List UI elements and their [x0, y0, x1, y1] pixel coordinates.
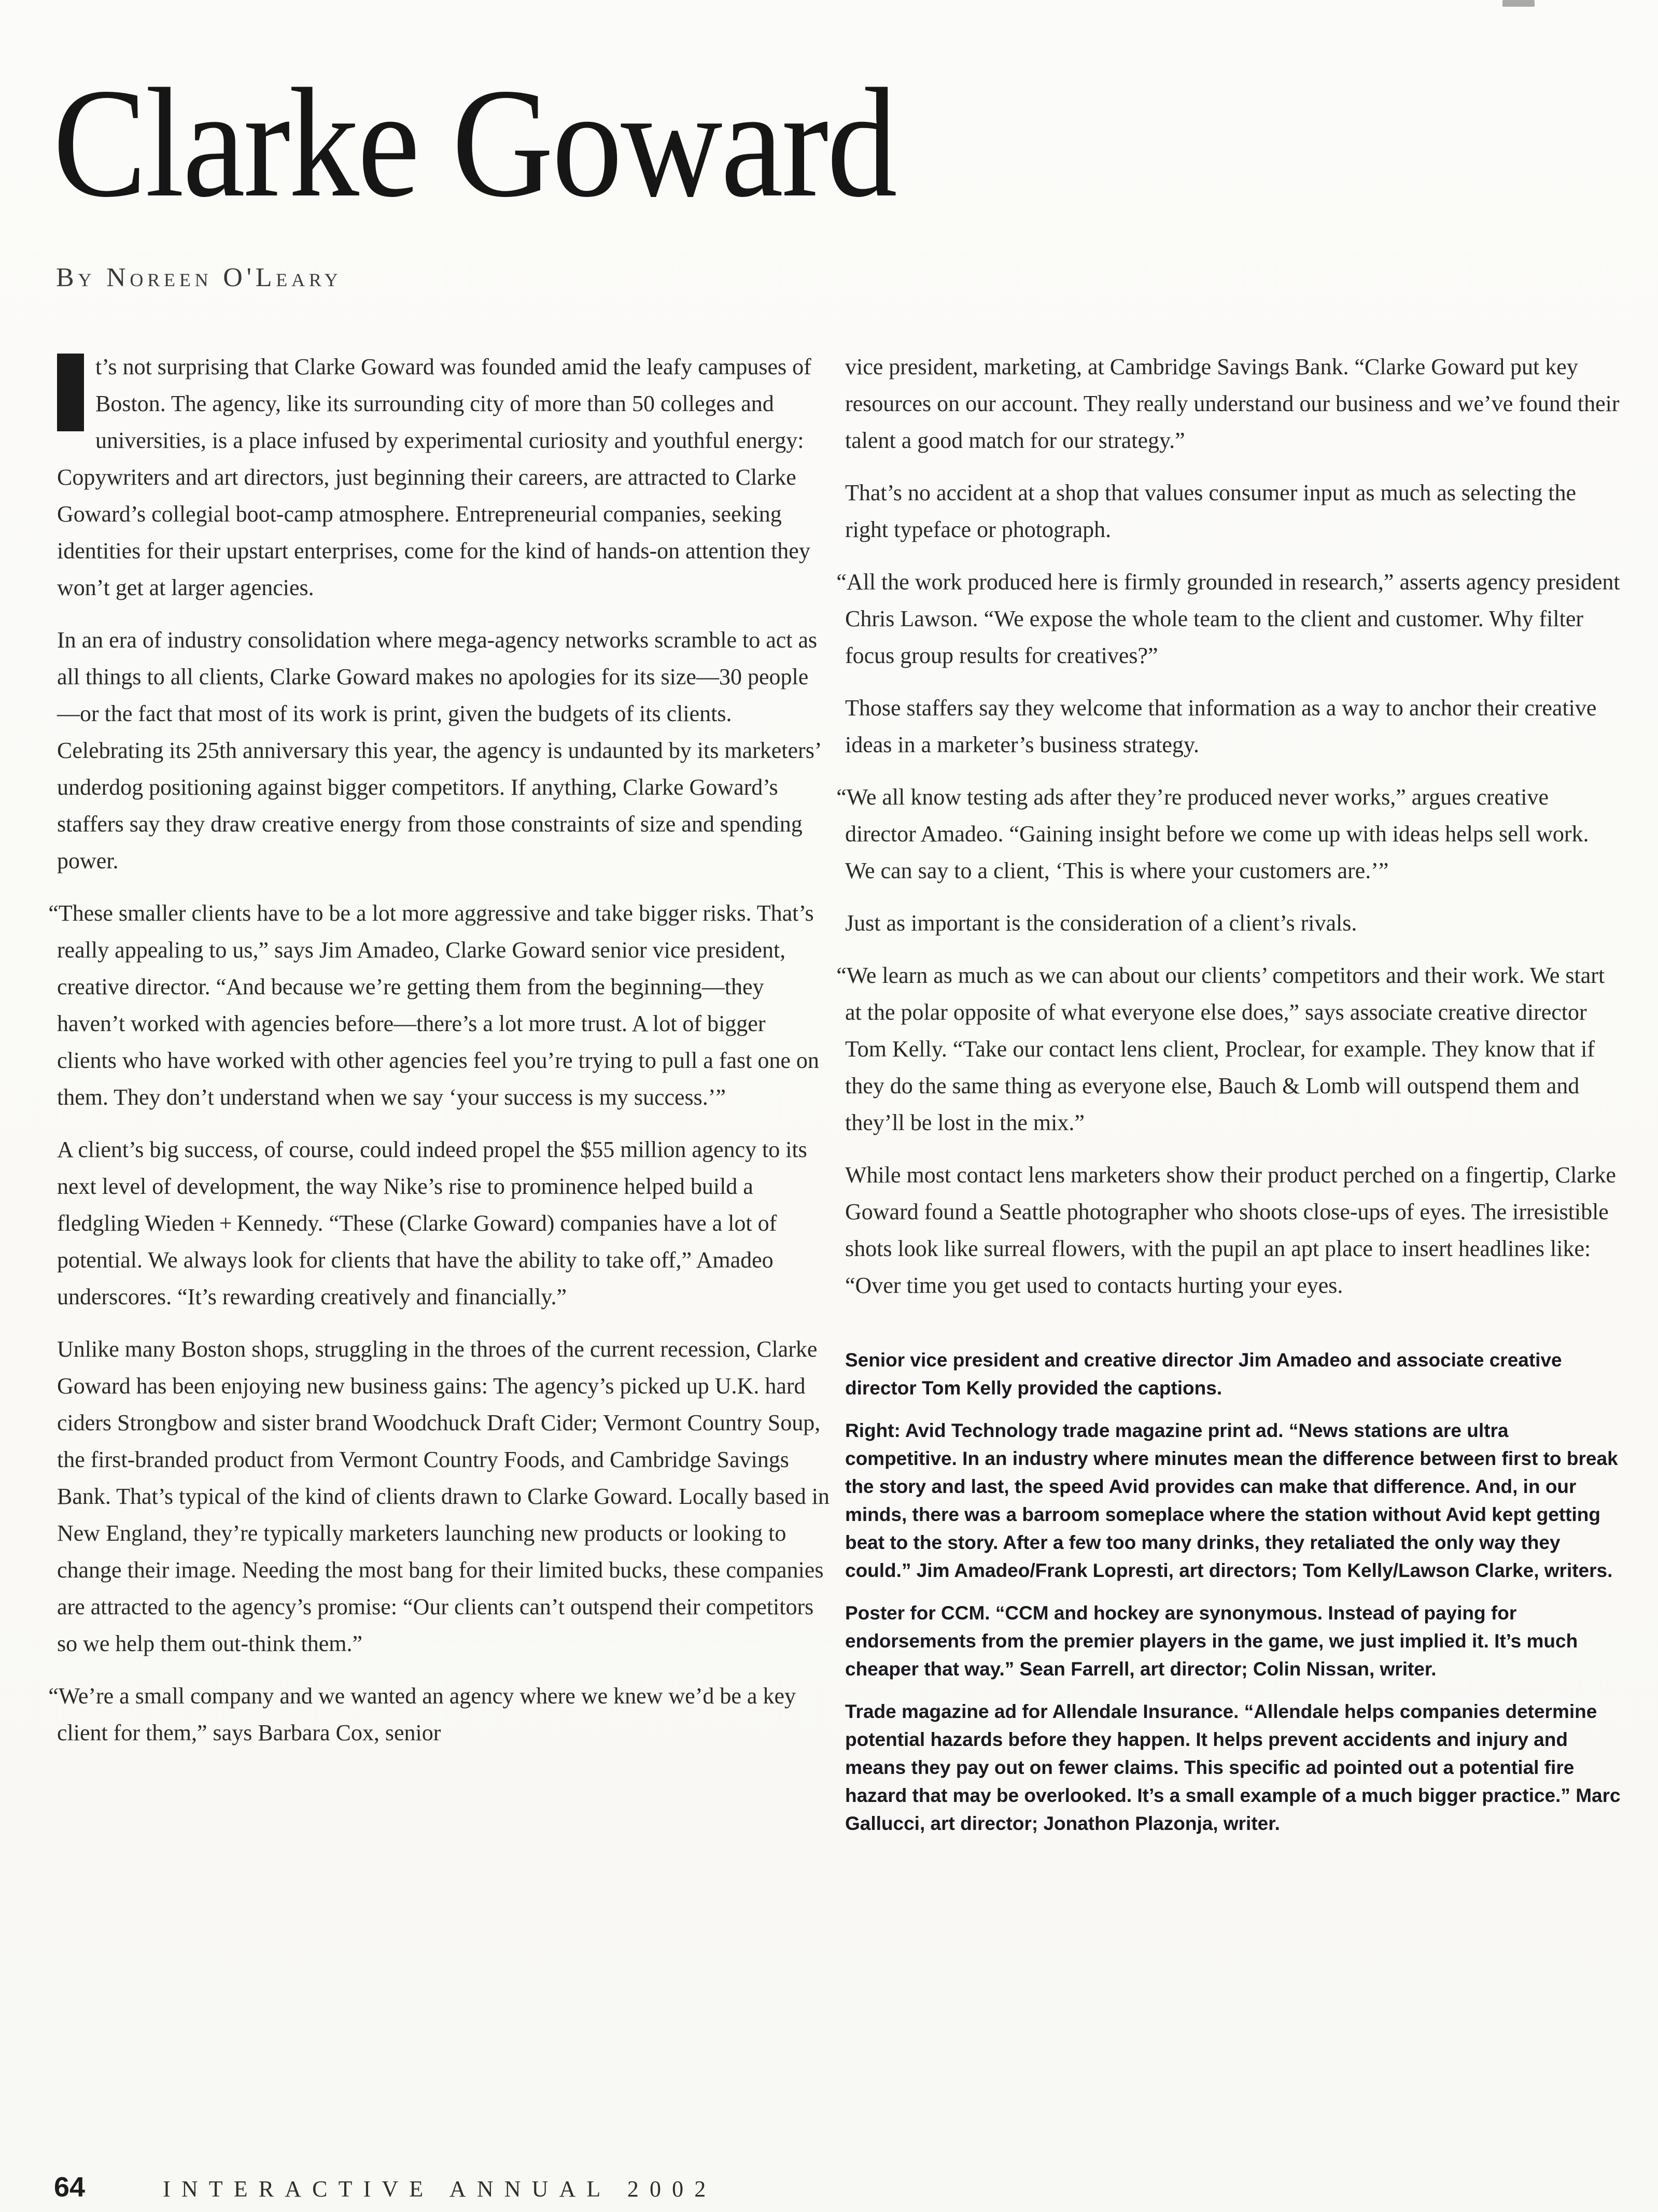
paragraph-text: t’s not surprising that Clarke Goward was founded amid the leafy campuses of Boston. The agency, like its surrounding city of more than 50 colleges and universities, is a place infused by experimental curiosity and youthful energy: Copywriters and art directors, just beginning their careers, are attracted to Clarke Goward’s collegial boot-camp atmosphere. Entrepreneurial companies, seeking identities for their upstart enterprises, come for the kind of hands-on attention they won’t get at larger agencies. — [57, 354, 811, 600]
paragraph: “We all know testing ads after they’re produced never works,” argues creative director Amadeo. “Gaining insight before we come up with ideas helps sell work. We can say to a client, ‘This is where your customers are.’” — [836, 784, 1589, 883]
caption-ccm-poster: Poster for CCM. “CCM and hockey are synonymous. Instead of paying for endorsements from the premier players in the game, we just implied it. It’s much cheaper that way.” Sean Farrell, art director; Colin Nissan, writer. — [845, 1602, 1578, 1680]
paragraph: In an era of industry consolidation where mega-agency networks scramble to act as all things to all clients, Clarke Goward makes no apologies for its size—30 people—or the fact that most of its work is print, given the budgets of its clients. Celebrating its 25th anniversary this year, the agency is undaunted by its marketers’ underdog positioning against bigger competitors. If anything, Clarke Goward’s staffers say they draw creative energy from those constraints of size and spending power. — [57, 627, 821, 873]
drop-cap-letter — [57, 354, 84, 431]
paragraph: Just as important is the consideration of a client’s rivals. — [845, 910, 1357, 936]
caption-avid-ad: Right: Avid Technology trade magazine print ad. “News stations are ultra competitive. In an industry where minutes mean the difference between first to break the story and last, the speed Avid provides can make that difference. And, in our minds, there was a barroom someplace where the station without Avid kept getting beat to the story. After a few too many drinks, they retaliated the only way they could.” Jim Amadeo/Frank Lopresti, art directors; Tom Kelly/Lawson Clarke, writers. — [845, 1420, 1618, 1581]
byline: By Noreen O'Leary — [56, 263, 342, 292]
scan-artifact — [1502, 0, 1535, 7]
paragraph: Unlike many Boston shops, struggling in the throes of the current recession, Clarke Goward has been enjoying new business gains: The agency’s picked up U.K. hard ciders Strongbow and sister brand Woodchuck Draft Cider; Vermont Country Soup, the first-branded product from Vermont Country Foods, and Cambridge Savings Bank. That’s typical of the kind of clients drawn to Clarke Goward. Locally based in New England, they’re typically marketers launching new products or looking to change their image. Needing the most bang for their limited bucks, these companies are attracted to the agency’s promise: “Our clients can’t outspend their competitors so we help them out-think them.” — [57, 1336, 830, 1656]
paragraph — [57, 348, 831, 606]
paragraph: vice president, marketing, at Cambridge Savings Bank. “Clarke Goward put key resources on our account. They really understand our business and we’ve found their talent a good match for our strategy.” — [845, 354, 1620, 453]
paragraph: That’s no accident at a shop that values consumer input as much as selecting the right typeface or photograph. — [845, 480, 1577, 542]
paragraph: A client’s big success, of course, could indeed propel the $55 million agency to its next level of development, the way Nike’s rise to prominence helped build a fledgling Wieden + Kennedy. “These (Clarke Goward) companies have a lot of potential. We always look for clients that have the ability to take off,” Amadeo underscores. “It’s rewarding creatively and financially.” — [57, 1137, 807, 1309]
paragraph: While most contact lens marketers show their product perched on a fingertip, Clarke Goward found a Seattle photographer who shoots close-ups of eyes. The irresistible shots look like surreal flowers, with the pupil an apt place to insert headlines like: “Over time you get used to contacts hurting your eyes. — [845, 1162, 1616, 1298]
publication-title: INTERACTIVE ANNUAL 2002 — [163, 2176, 717, 2202]
page-title: Clarke Goward — [53, 57, 896, 230]
paragraph: Those staffers say they welcome that information as a way to anchor their creative ideas in a marketer’s business strategy. — [845, 695, 1597, 757]
paragraph: “These smaller clients have to be a lot more aggressive and take bigger risks. That’s really appealing to us,” says Jim Amadeo, Clarke Goward senior vice president, creative director. “And because we’re getting them from the beginning—they haven’t worked with agencies before—there’s a lot more trust. A lot of bigger clients who have worked with other agencies feel you’re trying to pull a fast one on them. They don’t understand when we say ‘your success is my success.’” — [48, 900, 819, 1110]
paragraph: “We’re a small company and we wanted an agency where we knew we’d be a key client for them,” says Barbara Cox, senior — [48, 1683, 796, 1745]
article-right-column — [836, 348, 1624, 1838]
caption-credits-intro: Senior vice president and creative director Jim Amadeo and associate creative director Tom Kelly provided the captions. — [845, 1349, 1562, 1399]
article-left-column — [48, 348, 831, 1751]
page-number: 64 — [54, 2172, 86, 2203]
page-footer — [54, 2171, 716, 2203]
paragraph: “We learn as much as we can about our clients’ competitors and their work. We start at the polar opposite of what everyone else does,” says associate creative director Tom Kelly. “Take our contact lens client, Proclear, for example. They know that if they do the same thing as everyone else, Bauch & Lomb will outspend them and they’ll be lost in the mix.” — [836, 963, 1605, 1135]
caption-block — [845, 1346, 1624, 1838]
paragraph: “All the work produced here is firmly grounded in research,” asserts agency president Chris Lawson. “We expose the whole team to the client and customer. Why filter focus group results for creatives?” — [836, 569, 1620, 668]
caption-allendale-ad: Trade magazine ad for Allendale Insurance. “Allendale helps companies determine potential hazards before they happen. It helps prevent accidents and injury and means they pay out on fewer claims. This specific ad pointed out a potential fire hazard that may be overlooked. It’s a small example of a much bigger practice.” Marc Gallucci, art director; Jonathon Plazonja, writer. — [845, 1701, 1621, 1834]
